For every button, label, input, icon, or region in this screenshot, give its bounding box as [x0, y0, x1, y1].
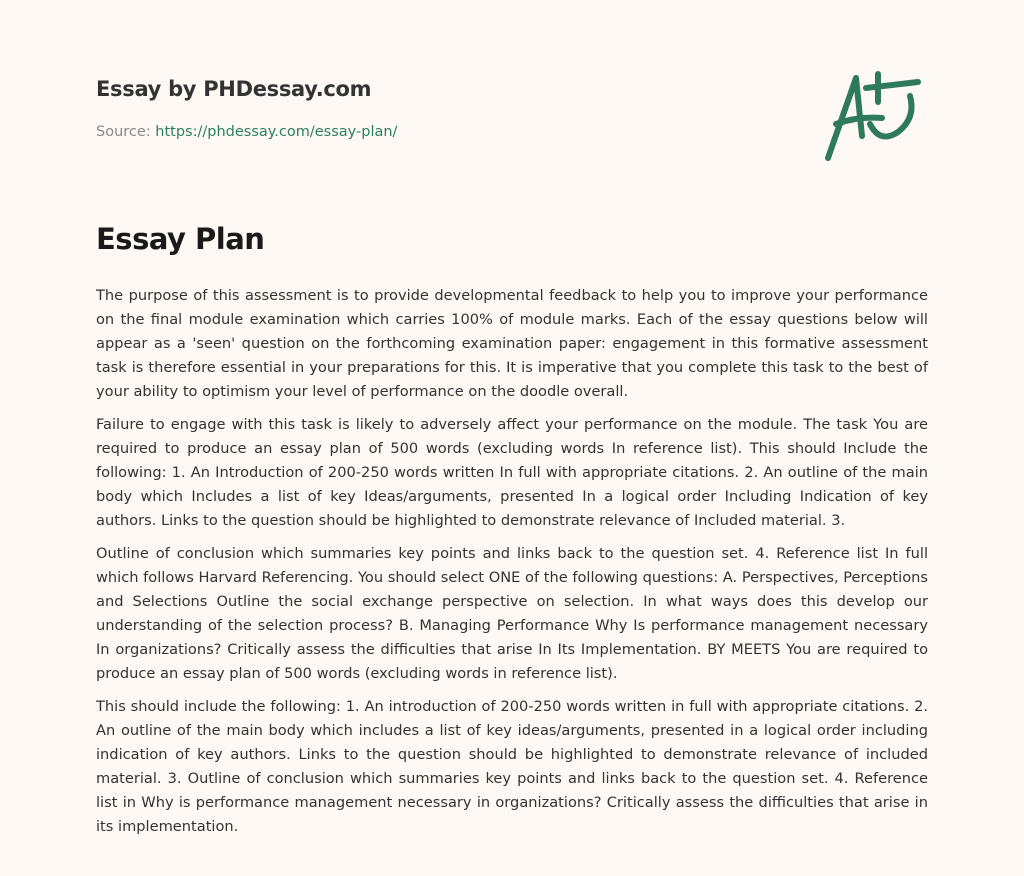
- site-title: Essay by PHDessay.com: [96, 77, 372, 101]
- paragraph: The purpose of this assessment is to provide developmental feedback to help you to improve your performance on the final module examination which carries 100% of module marks. Each of the essay questions below will appear as a 'seen' question on the forthcoming examination paper: engagement in this formative assessment task is therefore essential in your preparations for this. It is imperative that you complete this task to the best of your ability to optimism your level of performance on the doodle overall.: [96, 287, 928, 400]
- paragraph: Outline of conclusion which summaries key points and links back to the question set. 4. Reference list In full which follows Harvard Referencing. You should select ONE of the following questions: A. Perspectives, Perceptions and Selections Outline the social exchange perspective on selection. In what ways does this develop our understanding of the selection process? B. Managing Performance Why Is performance management necessary In organizations? Critically assess the difficulties that arise In Its Implementation. BY MEETS You are required to produce an essay plan of 500 words (excluding words in reference list).: [96, 545, 928, 682]
- a-plus-logo: [818, 66, 928, 166]
- source-line: [96, 124, 397, 140]
- article-body: [96, 284, 928, 848]
- paragraph: This should include the following: 1. An introduction of 200-250 words written in full with appropriate citations. 2. An outline of the main body which includes a list of key ideas/arguments, presented in a logical order including indication of key authors. Links to the question should be highlighted to demonstrate relevance of included material. 3. Outline of conclusion which summaries key points and links back to the question set. 4. Reference list in Why is performance management necessary in organizations? Critically assess the difficulties that arise in its implementation.: [96, 698, 928, 835]
- source-label: Source:: [96, 124, 151, 140]
- source-link[interactable]: https://phdessay.com/essay-plan/: [155, 124, 398, 140]
- paragraph: Failure to engage with this task is likely to adversely affect your performance on the module. The task You are required to produce an essay plan of 500 words (excluding words In reference list). This should Include the following: 1. An Introduction of 200-250 words written In full with appropriate citations. 2. An outline of the main body which Includes a list of key Ideas/arguments, presented In a logical order Including Indication of key authors. Links to the question should be highlighted to demonstrate relevance of Included material. 3.: [96, 416, 928, 529]
- page-title: Essay Plan: [96, 222, 265, 256]
